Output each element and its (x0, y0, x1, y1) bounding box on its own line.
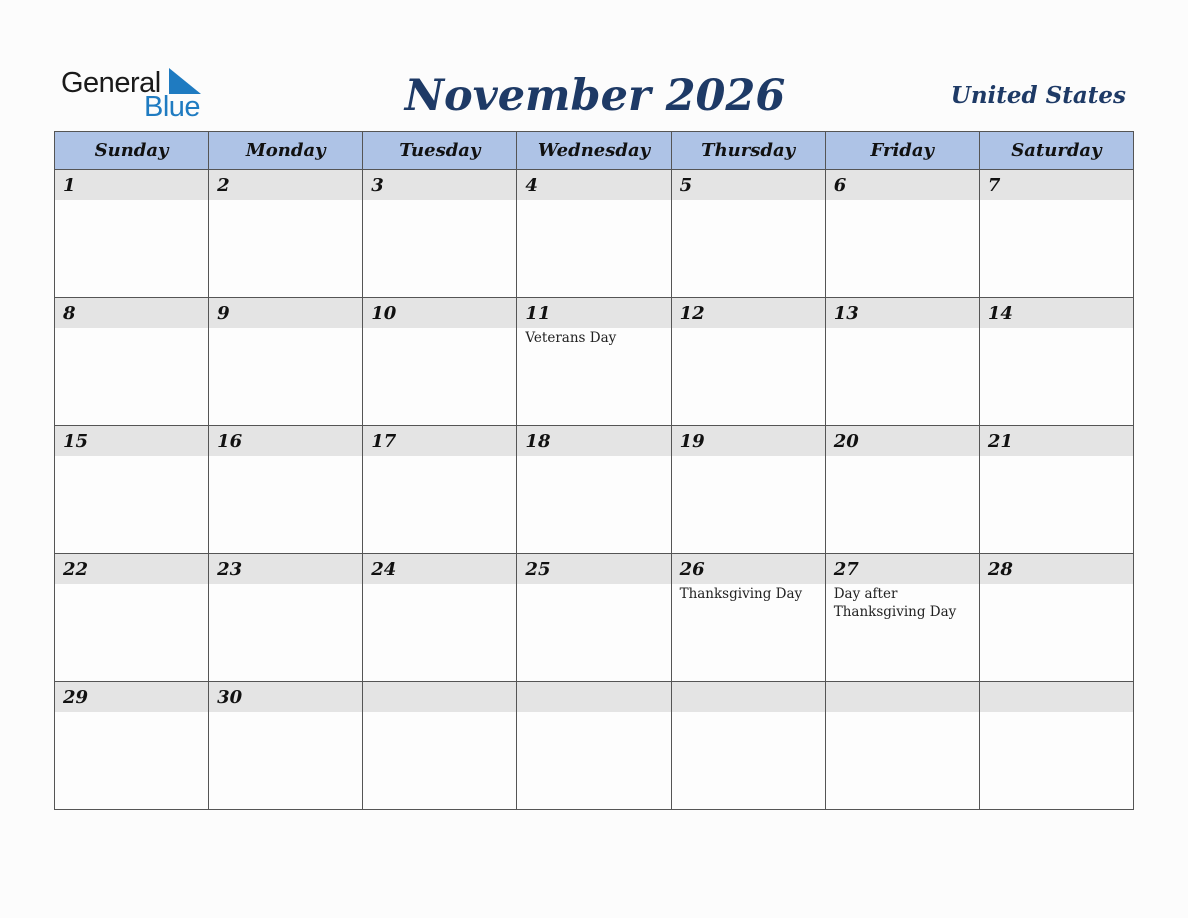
day-number-bar (672, 554, 825, 584)
holiday-label (209, 456, 362, 457)
day-cell (672, 170, 826, 298)
day-cell (55, 170, 209, 298)
holiday-label (672, 200, 825, 201)
day-number-bar (55, 554, 208, 584)
page-title: November 2026 (404, 71, 786, 121)
day-number-bar (517, 298, 670, 328)
day-number-bar (826, 426, 979, 456)
calendar-grid (54, 131, 1134, 810)
logo-word-blue: Blue (144, 91, 201, 123)
day-number: 11 (525, 302, 551, 324)
day-number-bar (517, 554, 670, 584)
day-cell (980, 554, 1134, 682)
day-cell (672, 682, 826, 810)
day-number: 19 (679, 430, 705, 452)
holiday-label (672, 328, 825, 329)
day-number-bar (209, 554, 362, 584)
day-cell (672, 554, 826, 682)
day-number: 12 (679, 302, 705, 324)
logo-word-general: General (61, 67, 161, 99)
day-number-bar (672, 298, 825, 328)
day-number-bar (209, 682, 362, 712)
holiday-label (363, 584, 516, 585)
day-cell (363, 426, 517, 554)
day-number: 9 (217, 302, 230, 324)
holiday-label (55, 328, 208, 329)
day-number-bar (826, 298, 979, 328)
weekday-header-tuesday: Tuesday (363, 132, 517, 170)
day-number-bar (363, 554, 516, 584)
holiday-label (826, 456, 979, 457)
day-number: 21 (987, 430, 1013, 452)
generalblue-logo (61, 68, 211, 124)
day-number: 28 (987, 558, 1013, 580)
holiday-label (363, 328, 516, 329)
day-number: 10 (371, 302, 397, 324)
day-number-bar (363, 170, 516, 200)
holiday-label (517, 200, 670, 201)
weekday-header-sunday: Sunday (55, 132, 209, 170)
holiday-label (672, 712, 825, 713)
day-cell (55, 298, 209, 426)
day-number: 6 (833, 174, 847, 196)
weekday-header-thursday: Thursday (672, 132, 826, 170)
day-number-bar (55, 682, 208, 712)
day-cell (363, 298, 517, 426)
holiday-label (55, 712, 208, 713)
day-number-bar (672, 170, 825, 200)
day-number: 4 (525, 174, 538, 196)
day-cell (980, 426, 1134, 554)
day-cell (980, 682, 1134, 810)
day-number-bar (672, 426, 825, 456)
day-number: 2 (217, 174, 230, 196)
holiday-label (517, 456, 670, 457)
day-number: 30 (217, 686, 243, 708)
day-cell (363, 554, 517, 682)
day-number-bar (517, 682, 670, 712)
holiday-label (363, 712, 516, 713)
day-number: 17 (371, 430, 397, 452)
holiday-label (672, 456, 825, 457)
holiday-label (826, 200, 979, 201)
day-number: 7 (987, 174, 1001, 196)
holiday-label (209, 200, 362, 201)
holiday-label (55, 456, 208, 457)
day-number: 22 (63, 558, 89, 580)
day-number: 3 (371, 174, 384, 196)
day-number: 23 (217, 558, 243, 580)
holiday-label (980, 200, 1133, 201)
day-cell (517, 682, 671, 810)
holiday-label (517, 584, 670, 585)
weekday-header-wednesday: Wednesday (517, 132, 671, 170)
day-cell (826, 298, 980, 426)
day-number-bar (980, 426, 1133, 456)
holiday-label (980, 456, 1133, 457)
day-cell (826, 426, 980, 554)
holiday-label (363, 200, 516, 201)
day-cell (826, 170, 980, 298)
day-number-bar (209, 170, 362, 200)
day-number-bar (980, 170, 1133, 200)
weekday-header-monday: Monday (209, 132, 363, 170)
day-cell (55, 554, 209, 682)
day-number-bar (209, 298, 362, 328)
holiday-label (363, 456, 516, 457)
day-cell (517, 170, 671, 298)
day-cell (55, 682, 209, 810)
day-number: 24 (371, 558, 397, 580)
day-number-bar (826, 170, 979, 200)
day-number: 29 (63, 686, 89, 708)
day-number: 15 (63, 430, 89, 452)
day-number: 1 (63, 174, 76, 196)
holiday-label (517, 712, 670, 713)
holiday-label (209, 712, 362, 713)
day-number: 20 (833, 430, 859, 452)
weekday-header-friday: Friday (826, 132, 980, 170)
day-cell (209, 682, 363, 810)
day-number: 13 (833, 302, 859, 324)
day-number-bar (209, 426, 362, 456)
holiday-label: Veterans Day (525, 330, 617, 346)
day-number-bar (826, 682, 979, 712)
day-cell (209, 426, 363, 554)
day-number: 8 (63, 302, 76, 324)
day-number: 5 (679, 174, 693, 196)
weekday-header-saturday: Saturday (980, 132, 1134, 170)
day-number-bar (363, 682, 516, 712)
holiday-label (980, 328, 1133, 329)
day-number-bar (980, 554, 1133, 584)
day-cell (826, 554, 980, 682)
day-number-bar (826, 554, 979, 584)
day-number-bar (55, 426, 208, 456)
holiday-label (55, 200, 208, 201)
day-cell (980, 298, 1134, 426)
day-cell (209, 298, 363, 426)
holiday-label (826, 712, 979, 713)
day-number: 25 (525, 558, 551, 580)
day-number-bar (363, 298, 516, 328)
day-cell (672, 426, 826, 554)
day-number-bar (672, 682, 825, 712)
day-cell (517, 298, 671, 426)
day-number-bar (55, 298, 208, 328)
day-number: 26 (679, 558, 705, 580)
day-cell (55, 426, 209, 554)
day-number-bar (55, 170, 208, 200)
day-cell (363, 682, 517, 810)
day-number-bar (363, 426, 516, 456)
day-cell (517, 426, 671, 554)
holiday-label (209, 584, 362, 585)
day-cell (363, 170, 517, 298)
day-number: 18 (525, 430, 551, 452)
day-number: 27 (833, 558, 859, 580)
holiday-label (55, 584, 208, 585)
day-cell (980, 170, 1134, 298)
day-number-bar (980, 682, 1133, 712)
day-number-bar (980, 298, 1133, 328)
holiday-label (209, 328, 362, 329)
country-label: United States (950, 82, 1126, 109)
holiday-label (980, 712, 1133, 713)
day-cell (517, 554, 671, 682)
day-cell (209, 554, 363, 682)
day-cell (672, 298, 826, 426)
day-number-bar (517, 170, 670, 200)
holiday-label: Day after Thanksgiving Day (833, 586, 957, 620)
day-number: 14 (987, 302, 1013, 324)
day-number: 16 (217, 430, 243, 452)
holiday-label (980, 584, 1133, 585)
holiday-label (826, 328, 979, 329)
day-number-bar (517, 426, 670, 456)
day-cell (209, 170, 363, 298)
holiday-label: Thanksgiving Day (679, 586, 803, 602)
day-cell (826, 682, 980, 810)
